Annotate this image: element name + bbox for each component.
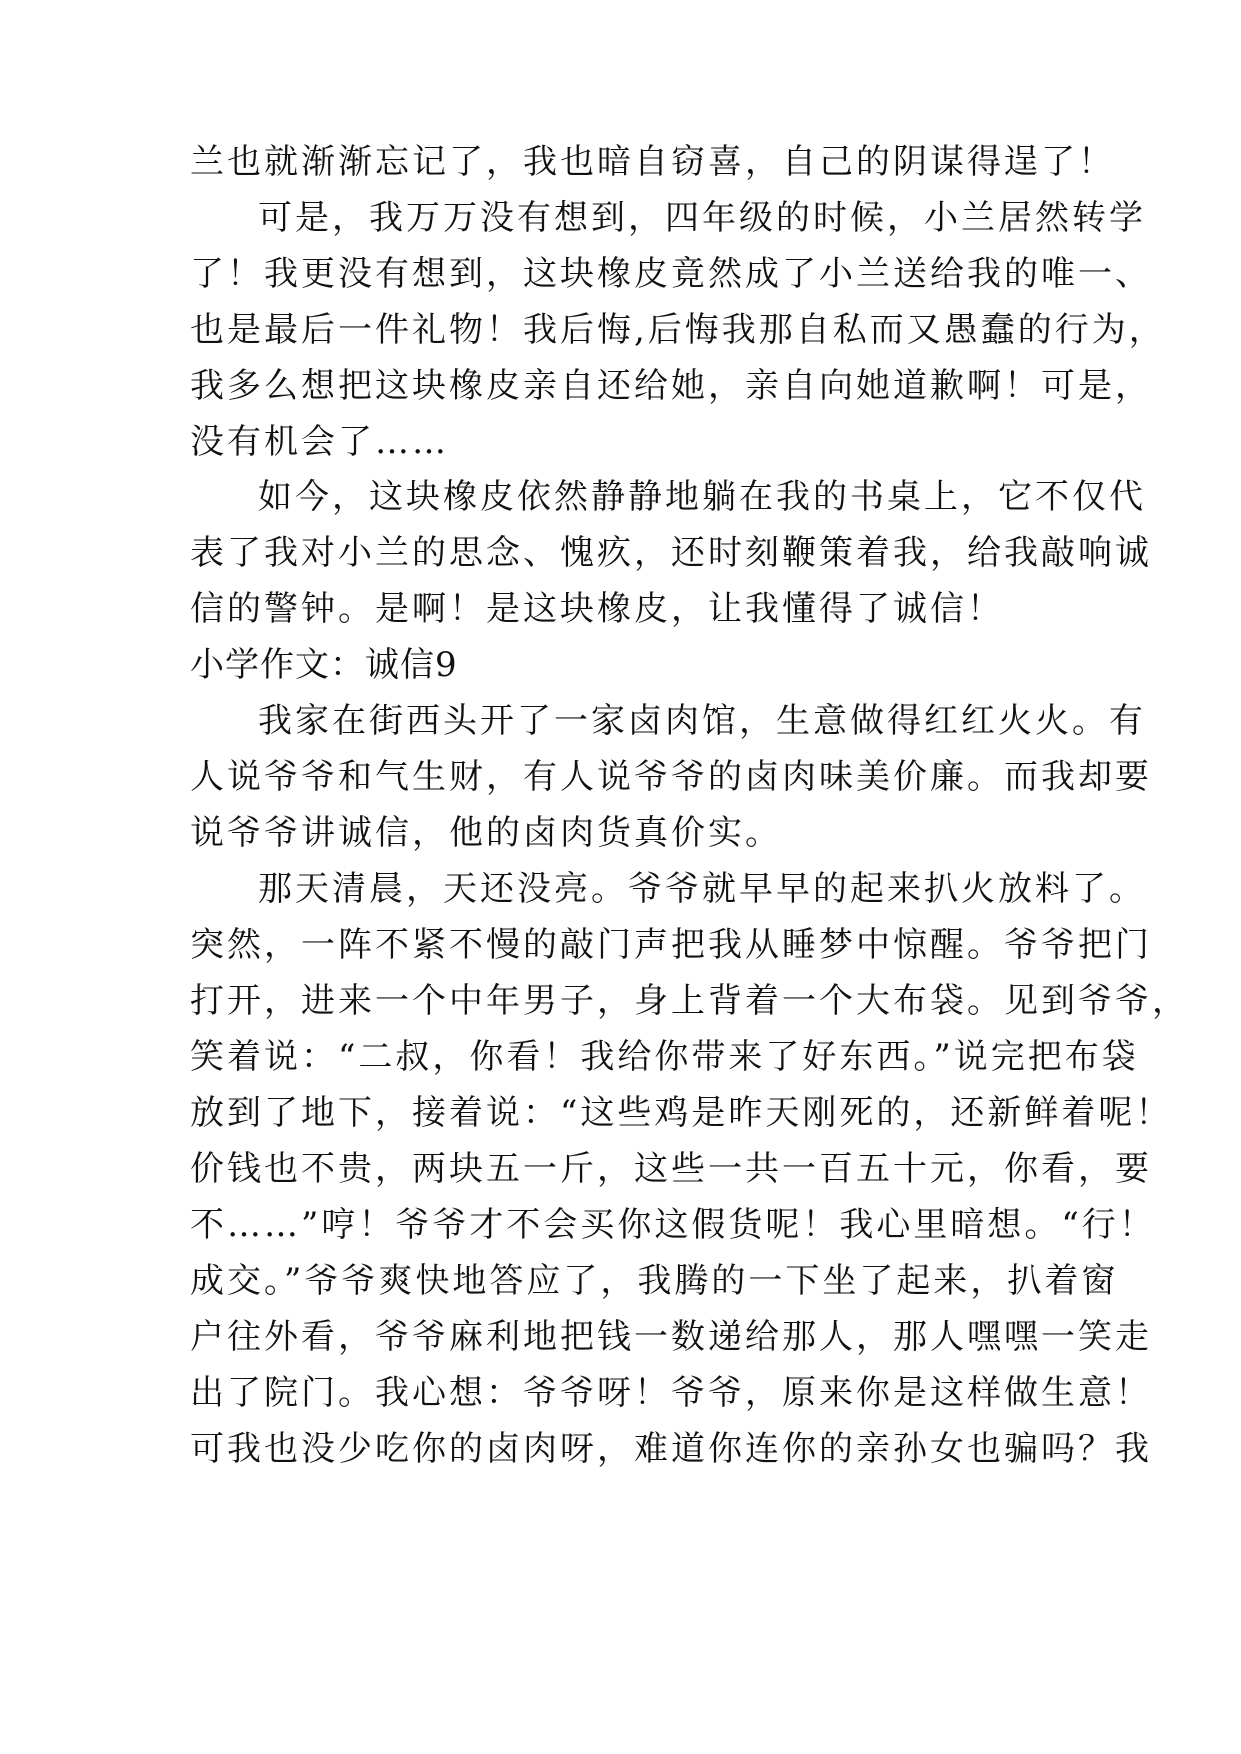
text-line: 突然，一阵不紧不慢的敲门声把我从睡梦中惊醒。爷爷把门 (190, 925, 1152, 965)
text-line: 兰也就渐渐忘记了，我也暗自窃喜，自己的阴谋得逞了！ (190, 142, 1115, 182)
text-line: 也是最后一件礼物！我后悔,后悔我那自私而又愚蠢的行为， (190, 310, 1166, 350)
text-line: 价钱也不贵，两块五一斤，这些一共一百五十元，你看，要 (190, 1149, 1152, 1189)
paragraph-first-line: 如今，这块橡皮依然静静地躺在我的书桌上，它不仅代 (258, 477, 1146, 517)
section-heading: 小学作文：诚信9 (190, 645, 458, 685)
text-line: 人说爷爷和气生财，有人说爷爷的卤肉味美价廉。而我却要 (190, 757, 1152, 797)
text-line: 放到了地下，接着说：“这些鸡是昨天刚死的，还新鲜着呢！ (190, 1093, 1173, 1133)
text-line: 了！我更没有想到，这块橡皮竟然成了小兰送给我的唯一、 (190, 254, 1152, 294)
paragraph-first-line: 可是，我万万没有想到，四年级的时候，小兰居然转学 (258, 198, 1146, 238)
text-line: 我多么想把这块橡皮亲自还给她，亲自向她道歉啊！可是， (190, 366, 1152, 406)
text-line: 不……”哼！爷爷才不会买你这假货呢！我心里暗想。“行！ (190, 1205, 1156, 1245)
text-line: 可我也没少吃你的卤肉呀，难道你连你的亲孙女也骗吗？我 (190, 1429, 1152, 1469)
text-line: 出了院门。我心想：爷爷呀！爷爷，原来你是这样做生意！ (190, 1373, 1152, 1413)
text-line: 笑着说：“二叔，你看！我给你带来了好东西。”说完把布袋 (190, 1037, 1139, 1077)
paragraph-first-line: 那天清晨，天还没亮。爷爷就早早的起来扒火放料了。 (258, 869, 1146, 909)
text-line: 表了我对小兰的思念、愧疚，还时刻鞭策着我，给我敲响诚 (190, 533, 1152, 573)
text-line: 信的警钟。是啊！是这块橡皮，让我懂得了诚信！ (190, 589, 1004, 629)
text-line: 成交。”爷爷爽快地答应了，我腾的一下坐了起来，扒着窗 (190, 1261, 1119, 1301)
text-line: 说爷爷讲诚信，他的卤肉货真价实。 (190, 813, 782, 853)
text-line: 没有机会了…… (190, 422, 449, 462)
text-line: 户往外看，爷爷麻利地把钱一数递给那人，那人嘿嘿一笑走 (190, 1317, 1152, 1357)
text-line: 打开，进来一个中年男子，身上背着一个大布袋。见到爷爷， (190, 981, 1189, 1021)
paragraph-first-line: 我家在街西头开了一家卤肉馆，生意做得红红火火。有 (258, 701, 1146, 741)
